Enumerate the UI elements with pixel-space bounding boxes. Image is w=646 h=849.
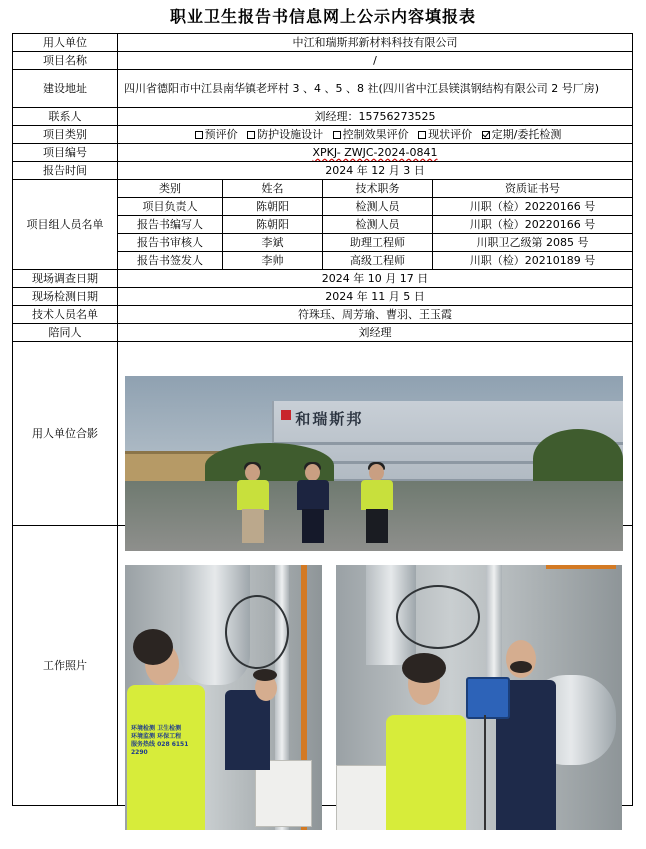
team-header-name: 姓名 [223,180,323,198]
label-group-photo: 用人单位合影 [13,342,118,526]
person-3 [357,464,397,546]
team-cell: 陈朝阳 [223,198,323,216]
team-cell: 川职卫乙级第 2085 号 [433,234,633,252]
team-cell: 检测人员 [323,198,433,216]
person-1 [233,464,273,546]
page-title: 职业卫生报告书信息网上公示内容填报表 [169,7,476,26]
team-cell: 川职（检）20220166 号 [433,216,633,234]
category-options [118,126,633,144]
label-report-time: 报告时间 [13,162,118,180]
detector-device [466,677,510,719]
inspector-hair [402,653,446,683]
cable [396,585,480,649]
team-cell: 检测人员 [323,216,433,234]
label-work-photos: 工作照片 [13,526,118,806]
value-project-no [118,144,633,162]
work-photo-2 [336,565,622,830]
inspector-vest [127,685,205,830]
team-cell: 陈朝阳 [223,216,323,234]
checkbox-icon [418,131,426,139]
tripod [484,715,486,830]
team-cell: 报告书签发人 [118,252,223,270]
team-cell: 李斌 [223,234,323,252]
option-status-evaluation[interactable]: 现状评价 [412,128,472,141]
building-sign: 和瑞斯邦 [295,409,364,428]
carton [255,760,312,827]
team-cell: 报告书编写人 [118,216,223,234]
work-photo-1 [125,565,322,830]
checkbox-icon [247,131,255,139]
option-control-effect[interactable]: 控制效果评价 [327,128,409,141]
worker-respirator [510,661,532,673]
team-header-category: 类别 [118,180,223,198]
label-detection-date: 现场检测日期 [13,288,118,306]
value-project-name: / [118,52,633,70]
team-cell: 李帅 [223,252,323,270]
orange-rail [546,565,616,569]
worker-hair [253,669,277,681]
trees [533,429,623,489]
inspector-vest [386,715,466,830]
label-survey-date: 现场调查日期 [13,270,118,288]
team-cell: 高级工程师 [323,252,433,270]
checked-checkbox-icon [482,131,490,139]
worker-shirt [225,690,270,770]
value-unit: 中江和瑞斯邦新材料科技有限公司 [118,34,633,52]
option-pre-evaluation[interactable]: 预评价 [189,128,238,141]
person-2 [293,464,333,546]
label-contact: 联系人 [13,108,118,126]
inspector-hair [133,629,173,665]
label-project-name: 项目名称 [13,52,118,70]
label-category: 项目类别 [13,126,118,144]
value-address: 四川省德阳市中江县南华镇老坪村 3 、4 、5 、8 社(四川省中江县镁淇钢结构有限公司 2 号厂房) [118,70,633,108]
team-cell: 助理工程师 [323,234,433,252]
label-project-no: 项目编号 [13,144,118,162]
group-photo [125,376,623,551]
option-periodic-detection[interactable]: 定期/委托检测 [476,128,562,141]
vest-print: 环境检测 卫生检测 环境监测 环保工程 服务热线 028 6151 2290 [131,725,189,756]
team-header-cert: 资质证书号 [433,180,633,198]
team-cell: 川职（检）20220166 号 [433,198,633,216]
team-cell: 川职（检）20210189 号 [433,252,633,270]
label-technicians: 技术人员名单 [13,306,118,324]
label-team: 项目组人员名单 [13,180,118,270]
label-escort: 陪同人 [13,324,118,342]
checkbox-icon [333,131,341,139]
label-unit: 用人单位 [13,34,118,52]
checkbox-icon [195,131,203,139]
team-cell: 报告书审核人 [118,234,223,252]
team-cell: 项目负责人 [118,198,223,216]
label-address: 建设地址 [13,70,118,108]
team-header-title: 技术职务 [323,180,433,198]
value-detection-date: 2024 年 11 月 5 日 [118,288,633,306]
option-protection-design[interactable]: 防护设施设计 [241,128,323,141]
carton [336,765,388,830]
value-contact: 刘经理：15756273525 [118,108,633,126]
value-survey-date: 2024 年 10 月 17 日 [118,270,633,288]
cable [225,595,289,669]
value-escort: 刘经理 [118,324,633,342]
value-report-time: 2024 年 12 月 3 日 [118,162,633,180]
logo-mark [281,410,291,420]
project-no-text: XPKJ- ZWJC-2024-0841 [312,146,438,159]
value-technicians: 符珠珏、周芳瑜、曹羽、王玉霞 [118,306,633,324]
